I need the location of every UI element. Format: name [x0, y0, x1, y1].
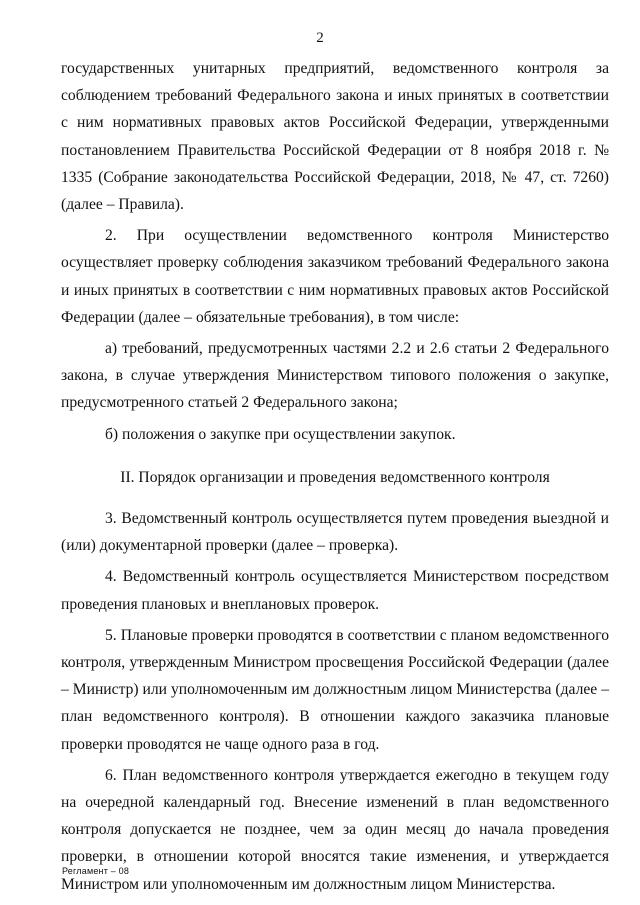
paragraph-6: 6. План ведомственного контроля утверждается ежегодно в текущем году на очередной календарный год. Внесение изменений в план ведомственного контроля допускается не позднее, чем за один месяц до начала проведения проверки, в отношении которой вносятся такие изменения, и утверждается Министром или уполномоченным им должностным лицом Министерства. [61, 766, 609, 893]
paragraph-2b: б) положения о закупке при осуществлении закупок. [105, 425, 456, 443]
paragraph-2a: а) требований, предусмотренных частями 2.2 и 2.6 статьи 2 Федерального закона, в случае утверждения Министерством типового положения о закупке, предусмотренного статьей 2 Федерального закона; [61, 340, 609, 412]
page-number: 2 [316, 30, 324, 46]
paragraph-4: 4. Ведомственный контроль осуществляется Министерством посредством проведения плановых и внеплановых проверок. [61, 568, 609, 613]
paragraph-5: 5. Плановые проверки проводятся в соответствии с планом ведомственного контроля, утвержденным Министром просвещения Российской Федерации (далее – Министр) или уполномоченным им должностным лицом Министерства (далее – план ведомственного контроля). В отношении каждого заказчика плановые проверки проводятся не чаще одного раза в год. [61, 626, 609, 753]
paragraph-rules-continuation: государственных унитарных предприятий, ведомственного контроля за соблюдением требований Федерального закона и иных принятых в соответствии с ним нормативных правовых актов Российской Федерации, утвержденными постановлением Правительства Российской Федерации от 8 ноября 2018 г. № 1335 (Собрание законодательства Российской Федерации, 2018, № 47, ст. 7260) (далее – Правила). [61, 60, 609, 214]
section-heading: II. Порядок организации и проведения ведомственного контроля [120, 468, 550, 486]
footer-label: Регламент – 08 [62, 866, 130, 876]
paragraph-3: 3. Ведомственный контроль осуществляется путем проведения выездной и (или) документарной проверки (далее – проверка). [61, 510, 609, 555]
document-body [61, 55, 609, 898]
paragraph-2: 2. При осуществлении ведомственного контроля Министерство осуществляет проверку соблюдения заказчиком требований Федерального закона и иных принятых в соответствии с ним нормативных правовых актов Российской Федерации (далее – обязательные требования), в том числе: [61, 227, 609, 326]
